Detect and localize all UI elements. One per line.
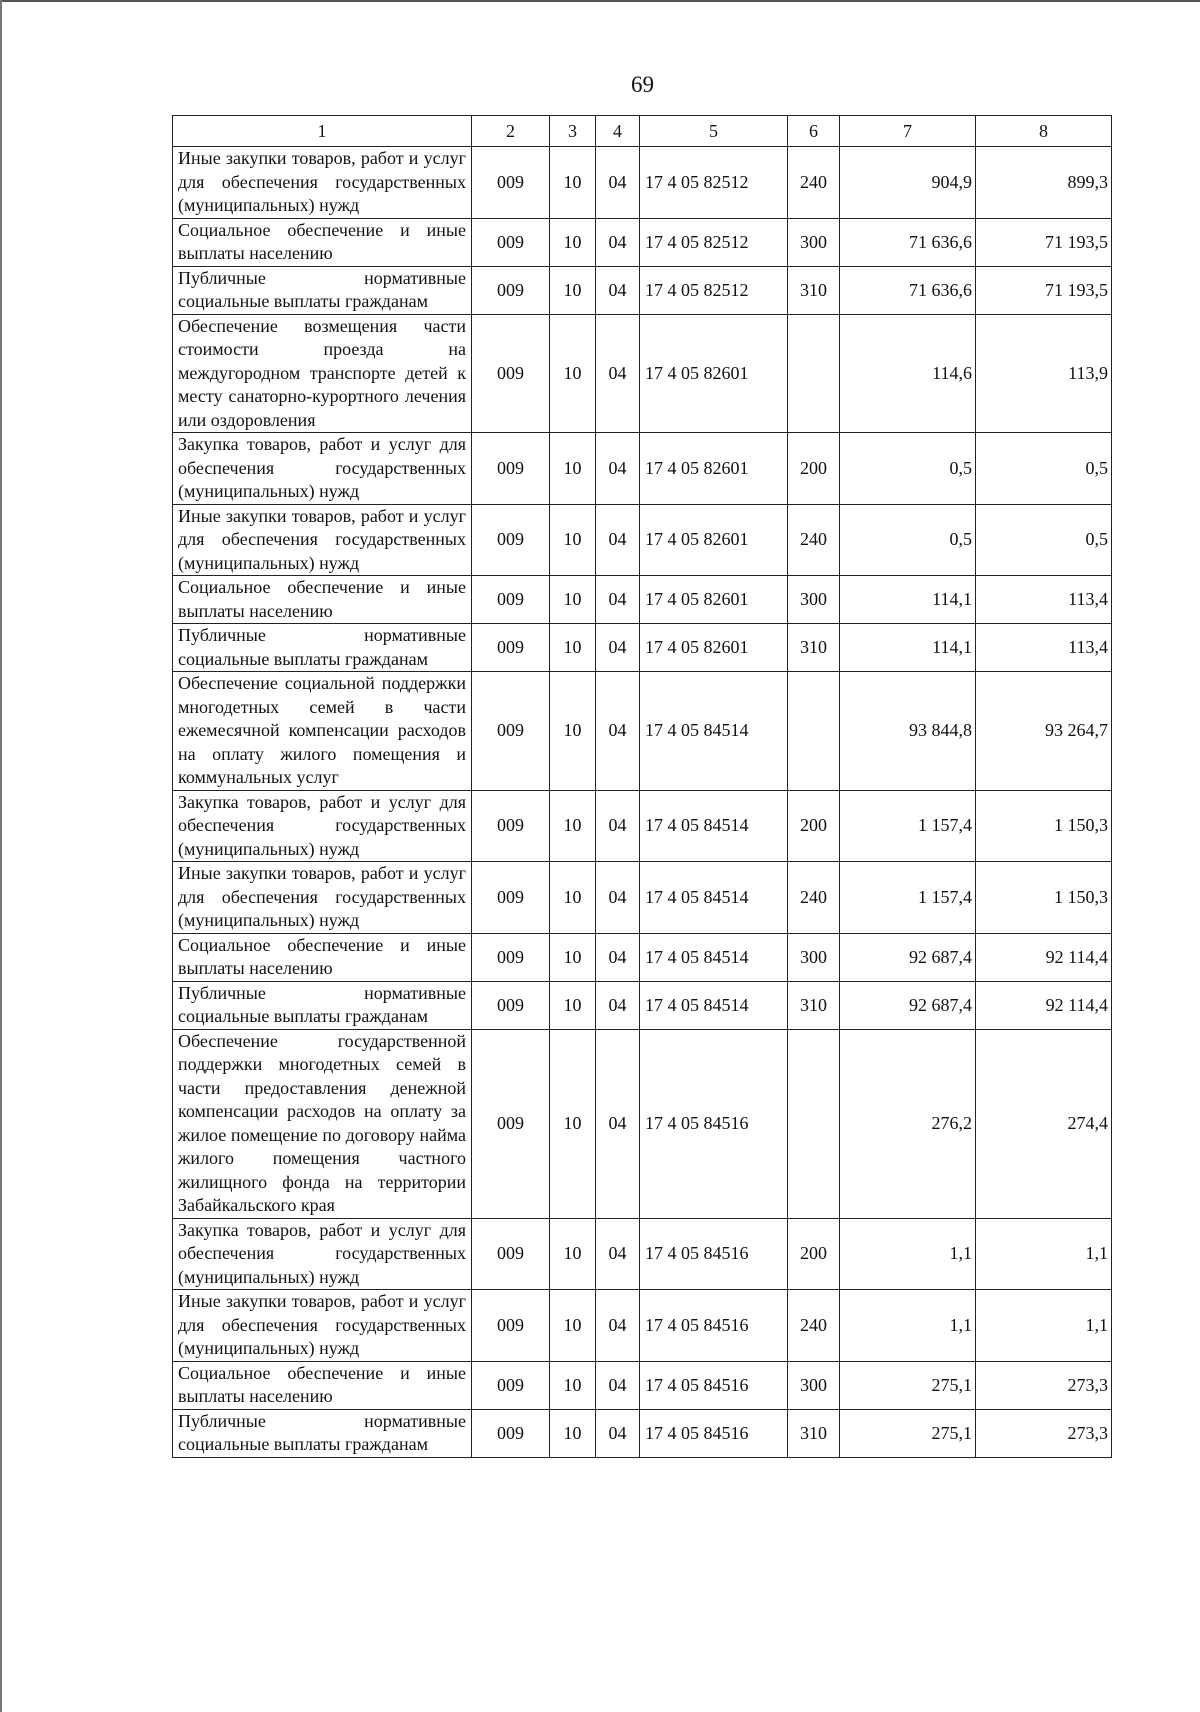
cell-section: 10 [550, 790, 596, 862]
cell-expense-type: 310 [788, 266, 840, 314]
cell-amount-8: 899,3 [976, 147, 1112, 219]
cell-section: 10 [550, 314, 596, 433]
cell-section: 10 [550, 266, 596, 314]
table-row [173, 147, 1112, 219]
cell-expense-type: 200 [788, 790, 840, 862]
table-row [173, 1290, 1112, 1362]
scan-edge-left [0, 0, 2, 1712]
cell-section: 10 [550, 1218, 596, 1290]
cell-section: 10 [550, 862, 596, 934]
cell-name: Социальное обеспечение и иные выплаты населению [173, 218, 472, 266]
cell-target-article: 17 4 05 82512 [640, 266, 788, 314]
table-row [173, 672, 1112, 791]
header-cell: 3 [550, 116, 596, 147]
cell-amount-8: 1 150,3 [976, 790, 1112, 862]
cell-section: 10 [550, 147, 596, 219]
cell-expense-type [788, 672, 840, 791]
cell-amount-8: 113,4 [976, 624, 1112, 672]
cell-code-admin: 009 [472, 1218, 550, 1290]
cell-expense-type: 240 [788, 147, 840, 219]
cell-amount-7: 93 844,8 [840, 672, 976, 791]
cell-expense-type: 310 [788, 1409, 840, 1457]
cell-name: Социальное обеспечение и иные выплаты населению [173, 576, 472, 624]
cell-amount-7: 114,6 [840, 314, 976, 433]
cell-expense-type: 300 [788, 576, 840, 624]
cell-amount-8: 92 114,4 [976, 981, 1112, 1029]
cell-subsection: 04 [596, 576, 640, 624]
cell-name: Социальное обеспечение и иные выплаты населению [173, 933, 472, 981]
cell-target-article: 17 4 05 84516 [640, 1029, 788, 1218]
cell-section: 10 [550, 1029, 596, 1218]
cell-expense-type: 200 [788, 1218, 840, 1290]
cell-expense-type: 240 [788, 504, 840, 576]
cell-amount-7: 92 687,4 [840, 981, 976, 1029]
header-cell: 1 [173, 116, 472, 147]
cell-code-admin: 009 [472, 147, 550, 219]
cell-amount-8: 71 193,5 [976, 218, 1112, 266]
cell-subsection: 04 [596, 433, 640, 505]
cell-code-admin: 009 [472, 933, 550, 981]
cell-target-article: 17 4 05 82512 [640, 147, 788, 219]
cell-expense-type: 240 [788, 1290, 840, 1362]
header-cell: 5 [640, 116, 788, 147]
cell-target-article: 17 4 05 82601 [640, 314, 788, 433]
cell-section: 10 [550, 504, 596, 576]
table-row [173, 624, 1112, 672]
cell-section: 10 [550, 624, 596, 672]
table-row [173, 1361, 1112, 1409]
cell-subsection: 04 [596, 933, 640, 981]
cell-amount-8: 0,5 [976, 504, 1112, 576]
cell-amount-8: 1 150,3 [976, 862, 1112, 934]
cell-subsection: 04 [596, 504, 640, 576]
cell-name: Публичные нормативные социальные выплаты гражданам [173, 1409, 472, 1457]
cell-subsection: 04 [596, 314, 640, 433]
table-row [173, 1409, 1112, 1457]
header-row [173, 116, 1112, 147]
cell-amount-8: 273,3 [976, 1361, 1112, 1409]
cell-target-article: 17 4 05 84516 [640, 1409, 788, 1457]
cell-amount-8: 274,4 [976, 1029, 1112, 1218]
cell-amount-7: 904,9 [840, 147, 976, 219]
cell-name: Иные закупки товаров, работ и услуг для обеспечения государственных (муниципальных) нужд [173, 504, 472, 576]
cell-name: Обеспечение социальной поддержки многодетных семей в части ежемесячной компенсации расходов на оплату жилого помещения и коммунальных услуг [173, 672, 472, 791]
cell-subsection: 04 [596, 790, 640, 862]
cell-name: Иные закупки товаров, работ и услуг для обеспечения государственных (муниципальных) нужд [173, 1290, 472, 1362]
cell-expense-type: 300 [788, 218, 840, 266]
header-cell: 7 [840, 116, 976, 147]
cell-code-admin: 009 [472, 433, 550, 505]
cell-expense-type: 310 [788, 981, 840, 1029]
cell-subsection: 04 [596, 1361, 640, 1409]
table-row [173, 790, 1112, 862]
cell-amount-7: 275,1 [840, 1361, 976, 1409]
header-cell: 8 [976, 116, 1112, 147]
cell-amount-7: 71 636,6 [840, 266, 976, 314]
cell-amount-7: 1,1 [840, 1218, 976, 1290]
cell-target-article: 17 4 05 84516 [640, 1361, 788, 1409]
cell-name: Социальное обеспечение и иные выплаты населению [173, 1361, 472, 1409]
cell-amount-7: 276,2 [840, 1029, 976, 1218]
cell-target-article: 17 4 05 84516 [640, 1218, 788, 1290]
table-row [173, 433, 1112, 505]
cell-name: Публичные нормативные социальные выплаты гражданам [173, 266, 472, 314]
cell-code-admin: 009 [472, 504, 550, 576]
table-row [173, 576, 1112, 624]
cell-amount-8: 273,3 [976, 1409, 1112, 1457]
cell-subsection: 04 [596, 266, 640, 314]
table-row [173, 1029, 1112, 1218]
cell-expense-type: 200 [788, 433, 840, 505]
cell-target-article: 17 4 05 84514 [640, 790, 788, 862]
table-row [173, 314, 1112, 433]
cell-section: 10 [550, 672, 596, 791]
header-cell: 4 [596, 116, 640, 147]
cell-amount-8: 92 114,4 [976, 933, 1112, 981]
cell-name: Обеспечение государственной поддержки многодетных семей в части предоставления денежной компенсации расходов на оплату за жилое помещение по договору найма жилого помещения частного жилищного фонда на территории Забайкальского края [173, 1029, 472, 1218]
table-row [173, 266, 1112, 314]
cell-section: 10 [550, 1409, 596, 1457]
cell-code-admin: 009 [472, 624, 550, 672]
table-body [173, 147, 1112, 1458]
cell-code-admin: 009 [472, 790, 550, 862]
cell-amount-7: 1 157,4 [840, 790, 976, 862]
cell-subsection: 04 [596, 862, 640, 934]
cell-target-article: 17 4 05 82601 [640, 433, 788, 505]
cell-amount-7: 71 636,6 [840, 218, 976, 266]
cell-name: Закупка товаров, работ и услуг для обеспечения государственных (муниципальных) нужд [173, 1218, 472, 1290]
cell-expense-type [788, 1029, 840, 1218]
cell-target-article: 17 4 05 84514 [640, 672, 788, 791]
header-cell: 6 [788, 116, 840, 147]
cell-amount-8: 0,5 [976, 433, 1112, 505]
cell-code-admin: 009 [472, 1409, 550, 1457]
cell-section: 10 [550, 933, 596, 981]
cell-code-admin: 009 [472, 672, 550, 791]
cell-code-admin: 009 [472, 1290, 550, 1362]
cell-name: Публичные нормативные социальные выплаты гражданам [173, 981, 472, 1029]
budget-table [172, 115, 1112, 1458]
cell-subsection: 04 [596, 981, 640, 1029]
cell-section: 10 [550, 433, 596, 505]
cell-amount-8: 113,4 [976, 576, 1112, 624]
table-row [173, 218, 1112, 266]
cell-target-article: 17 4 05 82512 [640, 218, 788, 266]
cell-code-admin: 009 [472, 218, 550, 266]
header-cell: 2 [472, 116, 550, 147]
cell-name: Иные закупки товаров, работ и услуг для обеспечения государственных (муниципальных) нужд [173, 862, 472, 934]
cell-name: Закупка товаров, работ и услуг для обеспечения государственных (муниципальных) нужд [173, 790, 472, 862]
cell-code-admin: 009 [472, 862, 550, 934]
table-row [173, 1218, 1112, 1290]
cell-subsection: 04 [596, 672, 640, 791]
cell-subsection: 04 [596, 1290, 640, 1362]
cell-target-article: 17 4 05 82601 [640, 504, 788, 576]
cell-target-article: 17 4 05 84514 [640, 862, 788, 934]
cell-expense-type: 310 [788, 624, 840, 672]
cell-amount-7: 0,5 [840, 433, 976, 505]
table-row [173, 504, 1112, 576]
table-row [173, 862, 1112, 934]
cell-name: Обеспечение возмещения части стоимости проезда на междугородном транспорте детей к месту санаторно-курортного лечения или оздоровления [173, 314, 472, 433]
cell-section: 10 [550, 218, 596, 266]
cell-section: 10 [550, 1361, 596, 1409]
cell-subsection: 04 [596, 218, 640, 266]
cell-expense-type: 240 [788, 862, 840, 934]
page-number: 69 [631, 72, 654, 97]
cell-subsection: 04 [596, 624, 640, 672]
cell-subsection: 04 [596, 1029, 640, 1218]
cell-expense-type: 300 [788, 1361, 840, 1409]
cell-subsection: 04 [596, 1218, 640, 1290]
cell-amount-7: 114,1 [840, 576, 976, 624]
cell-amount-7: 114,1 [840, 624, 976, 672]
cell-section: 10 [550, 1290, 596, 1362]
cell-amount-7: 1,1 [840, 1290, 976, 1362]
cell-target-article: 17 4 05 82601 [640, 576, 788, 624]
scan-edge-top [0, 0, 1200, 2]
cell-code-admin: 009 [472, 266, 550, 314]
cell-section: 10 [550, 576, 596, 624]
cell-amount-8: 113,9 [976, 314, 1112, 433]
cell-target-article: 17 4 05 82601 [640, 624, 788, 672]
cell-name: Публичные нормативные социальные выплаты гражданам [173, 624, 472, 672]
cell-section: 10 [550, 981, 596, 1029]
cell-amount-8: 1,1 [976, 1290, 1112, 1362]
cell-expense-type [788, 314, 840, 433]
cell-code-admin: 009 [472, 1361, 550, 1409]
cell-amount-8: 93 264,7 [976, 672, 1112, 791]
table-row [173, 981, 1112, 1029]
cell-amount-7: 1 157,4 [840, 862, 976, 934]
cell-target-article: 17 4 05 84514 [640, 933, 788, 981]
cell-name: Иные закупки товаров, работ и услуг для обеспечения государственных (муниципальных) нужд [173, 147, 472, 219]
cell-code-admin: 009 [472, 1029, 550, 1218]
cell-amount-8: 71 193,5 [976, 266, 1112, 314]
cell-code-admin: 009 [472, 314, 550, 433]
cell-expense-type: 300 [788, 933, 840, 981]
cell-target-article: 17 4 05 84516 [640, 1290, 788, 1362]
table-row [173, 933, 1112, 981]
cell-subsection: 04 [596, 1409, 640, 1457]
cell-code-admin: 009 [472, 576, 550, 624]
cell-subsection: 04 [596, 147, 640, 219]
cell-amount-7: 0,5 [840, 504, 976, 576]
cell-amount-8: 1,1 [976, 1218, 1112, 1290]
cell-code-admin: 009 [472, 981, 550, 1029]
cell-amount-7: 92 687,4 [840, 933, 976, 981]
cell-name: Закупка товаров, работ и услуг для обеспечения государственных (муниципальных) нужд [173, 433, 472, 505]
cell-target-article: 17 4 05 84514 [640, 981, 788, 1029]
cell-amount-7: 275,1 [840, 1409, 976, 1457]
